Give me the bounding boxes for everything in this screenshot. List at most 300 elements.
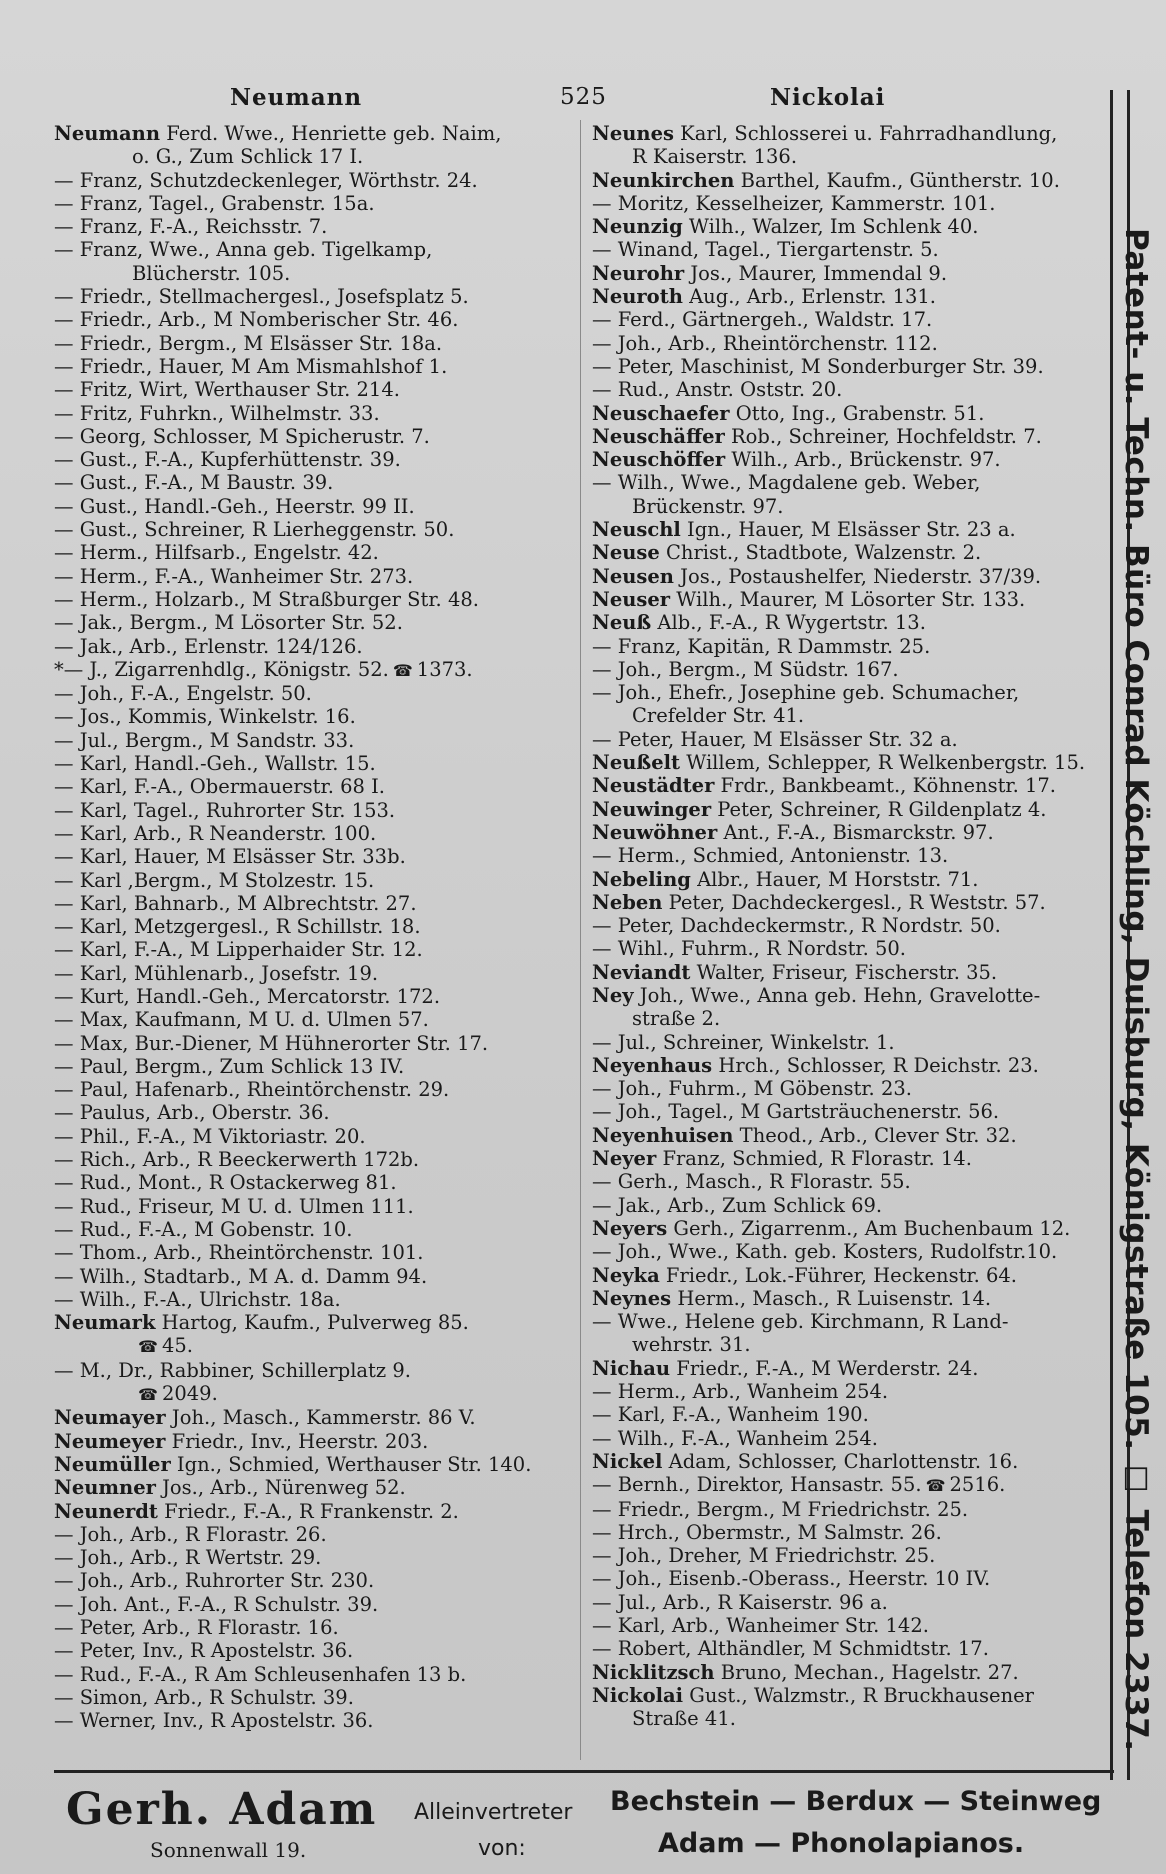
directory-entry — [54, 1125, 594, 1148]
entry-text: — Herm., Holzarb., M Straßburger Str. 48. — [54, 587, 479, 611]
entry-surname: Neusen — [592, 564, 674, 588]
directory-entry — [54, 1359, 594, 1382]
directory-entry — [54, 1406, 594, 1429]
directory-entry — [592, 588, 1102, 611]
directory-entry — [592, 1544, 1102, 1567]
entry-text: — Franz, Kapitän, R Dammstr. 25. — [592, 634, 931, 658]
entry-text: — Franz, Schutzdeckenleger, Wörthstr. 24. — [54, 168, 478, 192]
entry-text-with-surname: Neuschöffer Wilh., Arb., Brückenstr. 97. — [592, 448, 1001, 472]
directory-entry — [592, 495, 1102, 518]
entry-surname: Neynes — [592, 1286, 672, 1310]
directory-entry — [592, 774, 1102, 797]
directory-entry — [54, 1218, 594, 1241]
phone-number: 45. — [161, 1334, 193, 1358]
entry-surname: Neumann — [54, 122, 161, 145]
directory-entry — [54, 658, 594, 682]
entry-text-with-surname: Neuwinger Peter, Schreiner, R Gildenplatz 4. — [592, 797, 1047, 821]
entry-text: — Peter, Hauer, M Elsässer Str. 32 a. — [592, 727, 958, 751]
entry-text-with-surname: Nickolai Gust., Walzmstr., R Bruckhausener — [592, 1683, 1034, 1707]
entry-text: — Joh., Eisenb.-Oberass., Heerstr. 10 IV. — [592, 1567, 991, 1591]
directory-entry — [54, 285, 594, 308]
entry-text: — Peter, Inv., R Apostelstr. 36. — [54, 1639, 354, 1663]
directory-entry — [592, 332, 1102, 355]
entry-text-with-surname: Neumner Jos., Arb., Nürenweg 52. — [54, 1476, 406, 1500]
entry-text: — Joh., Dreher, M Friedrichstr. 25. — [592, 1544, 936, 1568]
directory-entry — [54, 378, 594, 401]
telephone-icon: ☎ — [138, 1337, 158, 1357]
directory-entry — [54, 1546, 594, 1569]
directory-entry — [54, 799, 594, 822]
entry-surname: Neuwinger — [592, 797, 712, 821]
directory-entry — [592, 1054, 1102, 1077]
directory-entry — [592, 308, 1102, 331]
directory-entry — [54, 1171, 594, 1194]
directory-entry — [592, 611, 1102, 634]
entry-surname: Neuschaefer — [592, 401, 730, 425]
directory-entry — [54, 1334, 594, 1358]
left-column — [54, 122, 594, 1732]
entry-text: — Karl, Tagel., Ruhrorter Str. 153. — [54, 798, 396, 822]
entry-text: — Phil., F.-A., M Viktoriastr. 20. — [54, 1124, 366, 1148]
entry-text-with-surname: Neumark Hartog, Kaufm., Pulverweg 85. — [54, 1311, 469, 1335]
entry-surname: Neurohr — [592, 261, 685, 285]
entry-text: — Joh., Tagel., M Gartsträuchenerstr. 56. — [592, 1100, 1000, 1124]
directory-entry — [54, 518, 594, 541]
directory-entry — [54, 588, 594, 611]
entry-text: — Karl, Bahnarb., M Albrechtstr. 27. — [54, 891, 417, 915]
directory-entry — [54, 1008, 594, 1031]
entry-text-with-surname: Nicklitzsch Bruno, Mechan., Hagelstr. 27. — [592, 1660, 1019, 1684]
directory-entry — [592, 1567, 1102, 1590]
entry-text: — Jos., Kommis, Winkelstr. 16. — [54, 705, 356, 729]
directory-entry — [592, 1521, 1102, 1544]
directory-entry — [54, 471, 594, 494]
directory-entry — [592, 1007, 1102, 1030]
entry-surname: Nicklitzsch — [592, 1660, 715, 1684]
directory-entry — [592, 1591, 1102, 1614]
directory-entry — [54, 1686, 594, 1709]
entry-text: — Gerh., Masch., R Florastr. 55. — [592, 1170, 911, 1194]
directory-entry — [592, 1380, 1102, 1403]
entry-text: Crefelder Str. 41. — [632, 704, 805, 728]
entry-text: — Wilh., Wwe., Magdalene geb. Weber, — [592, 471, 981, 495]
entry-text: — Karl, F.-A., Obermauerstr. 68 I. — [54, 775, 386, 799]
footer-von-label: von: — [478, 1836, 526, 1861]
directory-entry — [592, 1684, 1102, 1707]
entry-text: — Franz, F.-A., Reichsstr. 7. — [54, 215, 328, 239]
entry-text-with-surname: Neustädter Frdr., Bankbeamt., Köhnenstr. 17. — [592, 774, 1056, 798]
entry-surname: Neyenhaus — [592, 1053, 713, 1077]
entry-text-with-surname: Neuschäffer Rob., Schreiner, Hochfeldstr. 7. — [592, 424, 1042, 448]
entry-text: — Hrch., Obermstr., M Salmstr. 26. — [592, 1520, 942, 1544]
entry-surname: Neuschl — [592, 518, 681, 542]
entry-text: — Herm., Arb., Wanheim 254. — [592, 1380, 889, 1404]
entry-text: — Joh., Fuhrm., M Göbenstr. 23. — [592, 1077, 912, 1101]
directory-entry — [592, 192, 1102, 215]
directory-entry — [54, 1593, 594, 1616]
directory-entry — [54, 775, 594, 798]
directory-entry — [592, 169, 1102, 192]
directory-entry — [592, 215, 1102, 238]
entry-text: — Jul., Arb., R Kaiserstr. 96 a. — [592, 1590, 888, 1614]
entry-text-with-surname: Neußelt Willem, Schlepper, R Welkenbergstr. 15. — [592, 751, 1086, 775]
entry-surname: Neyka — [592, 1263, 660, 1287]
directory-entry — [592, 798, 1102, 821]
entry-text: — Joh. Ant., F.-A., R Schulstr. 39. — [54, 1592, 379, 1616]
directory-entry — [592, 1333, 1102, 1356]
entry-text: — Herm., Hilfsarb., Engelstr. 42. — [54, 541, 379, 565]
entry-text: — Joh., Bergm., M Südstr. 167. — [592, 657, 899, 681]
footer-address: Sonnenwall 19. — [150, 1838, 307, 1862]
directory-entry — [54, 308, 594, 331]
entry-text: straße 2. — [632, 1007, 721, 1031]
phone-number: 2516. — [949, 1473, 1006, 1497]
directory-entry — [592, 1124, 1102, 1147]
directory-entry — [592, 937, 1102, 960]
directory-entry — [592, 1077, 1102, 1100]
directory-entry — [54, 1616, 594, 1639]
entry-surname: Neben — [592, 890, 663, 914]
entry-text: — Karl, Arb., Wanheimer Str. 142. — [592, 1614, 929, 1637]
directory-entry — [592, 1217, 1102, 1240]
directory-entry — [54, 1265, 594, 1288]
entry-text-with-surname: Neyer Franz, Schmied, R Florastr. 14. — [592, 1147, 972, 1171]
entry-text-with-surname: Neuse Christ., Stadtbote, Walzenstr. 2. — [592, 541, 982, 565]
entry-text: — Joh., Arb., R Florastr. 26. — [54, 1522, 327, 1546]
directory-entry — [592, 868, 1102, 891]
entry-surname: Neumayer — [54, 1406, 166, 1430]
directory-entry — [592, 1614, 1102, 1637]
directory-entry — [592, 238, 1102, 261]
entry-surname: Neuse — [592, 541, 660, 565]
header-left-surname: Neumann — [230, 84, 363, 111]
directory-entry — [54, 1569, 594, 1592]
entry-text: — Karl, Handl.-Geh., Wallstr. 15. — [54, 752, 376, 776]
entry-text: — Gust., Schreiner, R Lierheggenstr. 50. — [54, 518, 455, 542]
directory-entry — [592, 1170, 1102, 1193]
directory-entry — [592, 704, 1102, 727]
entry-text: — Rud., F.-A., M Gobenstr. 10. — [54, 1217, 353, 1241]
entry-text-with-surname: Neumann Ferd. Wwe., Henriette geb. Naim, — [54, 122, 502, 145]
phone-number: 1373. — [416, 657, 473, 681]
directory-entry — [54, 1195, 594, 1218]
entry-text: — Wwe., Helene geb. Kirchmann, R Land- — [592, 1310, 1009, 1334]
entry-surname: Neuroth — [592, 285, 683, 309]
entry-text-with-surname: Neyka Friedr., Lok.-Führer, Heckenstr. 64. — [592, 1263, 1017, 1287]
entry-text: — Karl, Hauer, M Elsässer Str. 33b. — [54, 845, 406, 869]
entry-surname: Neußelt — [592, 751, 681, 775]
side-ad-text: Patent- u. Techn. Büro Conrad Köchling, Duisburg, Königstraße 105. ☐ Telefon 2337. — [1118, 228, 1154, 1752]
entry-text: — Herm., Schmied, Antonienstr. 13. — [592, 844, 949, 868]
entry-text-with-surname: Neuß Alb., F.-A., R Wygertstr. 13. — [592, 611, 926, 635]
entry-text-with-surname: Neusen Jos., Postaushelfer, Niederstr. 37/39. — [592, 564, 1042, 588]
directory-entry — [54, 215, 594, 238]
entry-text: — Peter, Maschinist, M Sonderburger Str. 39. — [592, 354, 1044, 378]
directory-entry — [592, 262, 1102, 285]
entry-text-with-surname: Neunes Karl, Schlosserei u. Fahrradhandlung, — [592, 122, 1058, 145]
entry-text: — Gust., F.-A., M Baustr. 39. — [54, 471, 334, 495]
directory-entry — [592, 821, 1102, 844]
directory-entry — [54, 635, 594, 658]
directory-entry — [592, 1147, 1102, 1170]
directory-entry — [54, 145, 594, 168]
directory-entry — [54, 448, 594, 471]
directory-entry — [592, 565, 1102, 588]
entry-text: — Rich., Arb., R Beeckerwerth 172b. — [54, 1148, 420, 1172]
entry-surname: Neunkirchen — [592, 168, 735, 192]
telephone-icon: ☎ — [925, 1476, 946, 1496]
entry-text: — Friedr., Bergm., M Elsässer Str. 18a. — [54, 331, 443, 355]
entry-text-with-surname: Neumeyer Friedr., Inv., Heerstr. 203. — [54, 1429, 429, 1453]
directory-entry — [54, 1148, 594, 1171]
entry-surname: Neuß — [592, 611, 652, 635]
entry-text: — Paul, Hafenarb., Rheintörchenstr. 29. — [54, 1078, 450, 1102]
entry-surname: Nichau — [592, 1356, 671, 1380]
entry-text-with-surname: Neynes Herm., Masch., R Luisenstr. 14. — [592, 1286, 992, 1310]
directory-entry — [54, 682, 594, 705]
footer-brands-line-2: Adam — Phonolapianos. — [658, 1828, 1025, 1859]
directory-entry — [592, 378, 1102, 401]
entry-text: — Moritz, Kesselheizer, Kammerstr. 101. — [592, 191, 996, 215]
directory-entry — [54, 822, 594, 845]
directory-entry — [592, 1637, 1102, 1660]
entry-text: — Paulus, Arb., Oberstr. 36. — [54, 1101, 330, 1125]
directory-entry — [592, 402, 1102, 425]
directory-entry — [54, 1241, 594, 1264]
directory-entry — [592, 355, 1102, 378]
directory-entry — [54, 845, 594, 868]
directory-entry — [54, 611, 594, 634]
entry-text: — Kurt, Handl.-Geh., Mercatorstr. 172. — [54, 984, 441, 1008]
entry-text: — Werner, Inv., R Apostelstr. 36. — [54, 1709, 374, 1733]
directory-entry — [54, 238, 594, 261]
directory-entry — [592, 635, 1102, 658]
entry-text: — Georg, Schlosser, M Spicherustr. 7. — [54, 424, 430, 448]
directory-entry — [592, 1357, 1102, 1380]
footer-brands-line-1: Bechstein — Berdux — Steinweg — [610, 1786, 1102, 1817]
entry-text: o. G., Zum Schlick 17 I. — [132, 145, 364, 169]
phone-number: 2049. — [161, 1382, 218, 1406]
directory-entry — [592, 984, 1102, 1007]
entry-text: — Jak., Arb., Erlenstr. 124/126. — [54, 634, 363, 658]
entry-text: — Rud., Anstr. Oststr. 20. — [592, 378, 843, 402]
entry-text: — Fritz, Wirt, Werthauser Str. 214. — [54, 378, 400, 402]
entry-text-with-surname: Ney Joh., Wwe., Anna geb. Hehn, Gravelotte- — [592, 983, 1041, 1007]
entry-text-with-surname: Neunerdt Friedr., F.-A., R Frankenstr. 2. — [54, 1499, 459, 1523]
directory-entry — [592, 1473, 1102, 1497]
entry-surname: Neumner — [54, 1476, 156, 1500]
entry-surname: Neuschöffer — [592, 448, 726, 472]
entry-text-with-surname: Neyenhaus Hrch., Schlosser, R Deichstr. 23. — [592, 1053, 1039, 1077]
entry-text: — Joh., Arb., Ruhrorter Str. 230. — [54, 1569, 375, 1593]
entry-text: — Rud., F.-A., R Am Schleusenhafen 13 b. — [54, 1662, 467, 1686]
entry-text: — Peter, Dachdeckermstr., R Nordstr. 50. — [592, 914, 1001, 938]
entry-text: — Friedr., Stellmachergesl., Josefsplatz 5. — [54, 285, 469, 309]
directory-entry — [592, 1403, 1102, 1426]
directory-entry — [592, 1031, 1102, 1054]
entry-text: — Simon, Arb., R Schulstr. 39. — [54, 1685, 354, 1709]
entry-surname: Nebeling — [592, 867, 691, 891]
directory-entry — [592, 1498, 1102, 1521]
entry-surname: Neustädter — [592, 774, 715, 798]
directory-entry — [592, 285, 1102, 308]
entry-text-with-surname: Neunkirchen Barthel, Kaufm., Güntherstr. 10. — [592, 168, 1060, 192]
entry-surname: Neyenhuisen — [592, 1123, 734, 1147]
directory-entry — [54, 169, 594, 192]
directory-entry — [54, 705, 594, 728]
directory-entry — [592, 681, 1102, 704]
directory-entry — [54, 565, 594, 588]
entry-text-with-surname: Neuser Wilh., Maurer, M Lösorter Str. 133. — [592, 587, 1026, 611]
entry-text-with-surname: Neuwöhner Ant., F.-A., Bismarckstr. 97. — [592, 820, 994, 844]
directory-entry — [54, 1476, 594, 1499]
directory-entry — [592, 891, 1102, 914]
directory-entry — [54, 938, 594, 961]
entry-text: — Franz, Wwe., Anna geb. Tigelkamp, — [54, 238, 433, 262]
entry-text: *— J., Zigarrenhdlg., Königstr. 52. — [54, 657, 389, 681]
entry-text: Blücherstr. 105. — [132, 261, 291, 285]
entry-surname: Neunzig — [592, 215, 683, 239]
directory-entry — [592, 1240, 1102, 1263]
directory-entry — [592, 425, 1102, 448]
footer-rule — [54, 1770, 1114, 1773]
entry-text: — Joh., Arb., R Wertstr. 29. — [54, 1546, 322, 1570]
entry-surname: Neumeyer — [54, 1429, 166, 1453]
entry-text: — Wilh., Stadtarb., M A. d. Damm 94. — [54, 1264, 428, 1288]
directory-entry — [54, 1311, 594, 1334]
entry-text-with-surname: Neuschl Ign., Hauer, M Elsässer Str. 23 a. — [592, 518, 1016, 542]
directory-entry — [54, 1430, 594, 1453]
entry-text: — Friedr., Hauer, M Am Mismahlshof 1. — [54, 354, 448, 378]
directory-entry — [54, 985, 594, 1008]
entry-surname: Nickolai — [592, 1683, 684, 1707]
directory-entry — [54, 1032, 594, 1055]
directory-entry — [592, 1707, 1102, 1730]
directory-entry — [54, 541, 594, 564]
entry-text: — M., Dr., Rabbiner, Schillerplatz 9. — [54, 1358, 411, 1382]
directory-entry — [592, 1100, 1102, 1123]
entry-text: — Thom., Arb., Rheintörchenstr. 101. — [54, 1241, 424, 1265]
footer-representative-label: Alleinvertreter — [414, 1800, 573, 1825]
directory-entry — [592, 471, 1102, 494]
entry-text-with-surname: Neumüller Ign., Schmied, Werthauser Str. 140. — [54, 1452, 532, 1476]
entry-text: — Herm., F.-A., Wanheimer Str. 273. — [54, 564, 414, 588]
entry-text-with-surname: Neben Peter, Dachdeckergesl., R Weststr. 57. — [592, 890, 1046, 914]
entry-surname: Neunes — [592, 122, 674, 145]
entry-text: — Friedr., Bergm., M Friedrichstr. 25. — [592, 1497, 969, 1521]
right-column — [592, 122, 1102, 1730]
directory-entry — [54, 495, 594, 518]
directory-entry — [592, 844, 1102, 867]
directory-entry — [592, 751, 1102, 774]
entry-text: — Gust., F.-A., Kupferhüttenstr. 39. — [54, 448, 401, 472]
directory-entry — [592, 518, 1102, 541]
entry-surname: Nickel — [592, 1449, 663, 1473]
entry-surname: Neuschäffer — [592, 424, 725, 448]
directory-entry — [592, 961, 1102, 984]
directory-entry — [54, 1288, 594, 1311]
entry-surname: Neuwöhner — [592, 820, 718, 844]
entry-text: — Karl, F.-A., M Lipperhaider Str. 12. — [54, 938, 423, 962]
entry-text: — Paul, Bergm., Zum Schlick 13 IV. — [54, 1054, 405, 1078]
entry-text: — Jak., Bergm., M Lösorter Str. 52. — [54, 611, 403, 635]
directory-entry — [592, 1661, 1102, 1684]
directory-entry — [54, 1055, 594, 1078]
entry-text: — Winand, Tagel., Tiergartenstr. 5. — [592, 238, 939, 262]
entry-text: — Bernh., Direktor, Hansastr. 55. — [592, 1473, 922, 1497]
entry-text: — Robert, Althändler, M Schmidtstr. 17. — [592, 1637, 989, 1661]
entry-text-with-surname: Neuschaefer Otto, Ing., Grabenstr. 51. — [592, 401, 985, 425]
entry-text: — Jul., Schreiner, Winkelstr. 1. — [592, 1030, 895, 1054]
directory-entry — [592, 1264, 1102, 1287]
entry-text: — Jul., Bergm., M Sandstr. 33. — [54, 728, 355, 752]
directory-entry — [54, 1382, 594, 1406]
entry-text-with-surname: Neunzig Wilh., Walzer, Im Schlenk 40. — [592, 215, 979, 239]
entry-text: R Kaiserstr. 136. — [632, 145, 798, 169]
entry-surname: Neyer — [592, 1147, 657, 1171]
entry-text: — Ferd., Gärtnergeh., Waldstr. 17. — [592, 308, 933, 332]
entry-surname: Neviandt — [592, 960, 691, 984]
entry-text-with-surname: Neyenhuisen Theod., Arb., Clever Str. 32. — [592, 1123, 1017, 1147]
entry-text: — Jak., Arb., Zum Schlick 69. — [592, 1193, 883, 1217]
directory-entry — [54, 1500, 594, 1523]
directory-entry — [592, 1310, 1102, 1333]
entry-text: Straße 41. — [632, 1707, 736, 1731]
entry-text-with-surname: Neurohr Jos., Maurer, Immendal 9. — [592, 261, 948, 285]
directory-entry — [54, 122, 594, 145]
entry-text: — Wilh., F.-A., Wanheim 254. — [592, 1426, 878, 1450]
directory-entry — [54, 892, 594, 915]
page-number: 525 — [560, 84, 607, 110]
entry-text: — Karl, Metzgergesl., R Schillstr. 18. — [54, 915, 421, 939]
entry-text: Brückenstr. 97. — [632, 494, 784, 518]
directory-entry — [592, 1427, 1102, 1450]
directory-entry — [54, 262, 594, 285]
directory-entry — [592, 541, 1102, 564]
entry-surname: Neumüller — [54, 1452, 171, 1476]
entry-text: — Joh., F.-A., Engelstr. 50. — [54, 682, 312, 706]
entry-text: — Karl, F.-A., Wanheim 190. — [592, 1403, 869, 1427]
entry-text: — Rud., Friseur, M U. d. Ulmen 111. — [54, 1194, 414, 1218]
header-right-surname: Nickolai — [770, 84, 886, 111]
entry-text: — Max, Bur.-Diener, M Hühnerorter Str. 17. — [54, 1031, 489, 1055]
directory-entry — [54, 355, 594, 378]
entry-text: — Max, Kaufmann, M U. d. Ulmen 57. — [54, 1008, 429, 1032]
directory-entry — [54, 1453, 594, 1476]
directory-entry — [54, 332, 594, 355]
directory-entry — [54, 729, 594, 752]
entry-text: — Fritz, Fuhrkn., Wilhelmstr. 33. — [54, 401, 380, 425]
entry-text: wehrstr. 31. — [632, 1333, 751, 1357]
entry-text: — Joh., Ehefr., Josephine geb. Schumacher, — [592, 681, 1020, 705]
entry-text: — Joh., Wwe., Kath. geb. Kosters, Rudolfstr.10. — [592, 1240, 1058, 1264]
entry-text-with-surname: Neyers Gerh., Zigarrenm., Am Buchenbaum 12. — [592, 1216, 1071, 1240]
directory-entry — [592, 122, 1102, 145]
directory-entry — [54, 402, 594, 425]
entry-text: — Karl, Arb., R Neanderstr. 100. — [54, 821, 377, 845]
entry-text: — Franz, Tagel., Grabenstr. 15a. — [54, 191, 375, 215]
entry-surname: Neumark — [54, 1311, 156, 1335]
directory-entry — [592, 145, 1102, 168]
directory-entry — [54, 1523, 594, 1546]
entry-surname: Ney — [592, 983, 634, 1007]
directory-entry — [54, 425, 594, 448]
directory-entry — [592, 1194, 1102, 1217]
entry-text-with-surname: Neviandt Walter, Friseur, Fischerstr. 35. — [592, 960, 998, 984]
telephone-icon: ☎ — [138, 1385, 158, 1405]
directory-entry — [54, 1709, 594, 1732]
footer-brand: Gerh. Adam — [66, 1784, 378, 1835]
